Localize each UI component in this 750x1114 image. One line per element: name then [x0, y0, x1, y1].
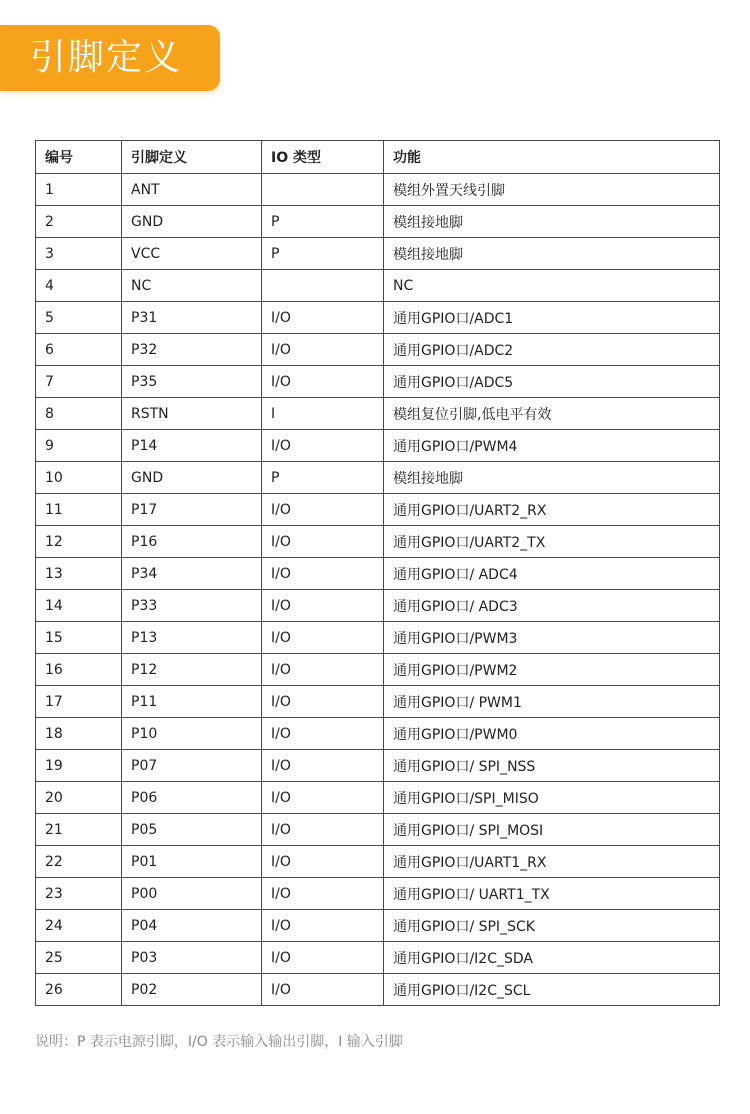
cell-number: 3 — [36, 238, 122, 270]
cell-pin-name: P32 — [122, 334, 262, 366]
cell-number: 10 — [36, 462, 122, 494]
cell-number: 12 — [36, 526, 122, 558]
cell-function: 通用GPIO口/ADC5 — [384, 366, 720, 398]
table-row — [36, 366, 720, 398]
cell-function: NC — [384, 270, 720, 302]
cell-pin-name: P13 — [122, 622, 262, 654]
table-row — [36, 302, 720, 334]
table-row — [36, 494, 720, 526]
table-row — [36, 238, 720, 270]
cell-number: 19 — [36, 750, 122, 782]
cell-io-type: I/O — [262, 910, 384, 942]
cell-pin-name: P04 — [122, 910, 262, 942]
footnote: 说明：P 表示电源引脚，I/O 表示输入输出引脚，I 输入引脚 — [35, 1034, 403, 1050]
table-row — [36, 654, 720, 686]
header-pin-name: 引脚定义 — [122, 141, 262, 174]
cell-function: 通用GPIO口/ SPI_NSS — [384, 750, 720, 782]
cell-function: 通用GPIO口/ADC1 — [384, 302, 720, 334]
table-row — [36, 846, 720, 878]
table-row — [36, 814, 720, 846]
cell-pin-name: GND — [122, 462, 262, 494]
cell-function: 通用GPIO口/UART2_RX — [384, 494, 720, 526]
cell-number: 14 — [36, 590, 122, 622]
table-row — [36, 430, 720, 462]
cell-number: 21 — [36, 814, 122, 846]
cell-io-type: I/O — [262, 942, 384, 974]
cell-io-type: I — [262, 398, 384, 430]
cell-pin-name: VCC — [122, 238, 262, 270]
cell-function: 通用GPIO口/SPI_MISO — [384, 782, 720, 814]
cell-pin-name: P31 — [122, 302, 262, 334]
cell-pin-name: P01 — [122, 846, 262, 878]
cell-pin-name: GND — [122, 206, 262, 238]
cell-number: 20 — [36, 782, 122, 814]
cell-pin-name: P35 — [122, 366, 262, 398]
cell-number: 6 — [36, 334, 122, 366]
cell-io-type: I/O — [262, 366, 384, 398]
cell-io-type: I/O — [262, 302, 384, 334]
cell-number: 15 — [36, 622, 122, 654]
table-row — [36, 462, 720, 494]
cell-io-type — [262, 174, 384, 206]
cell-io-type: I/O — [262, 686, 384, 718]
table-row — [36, 206, 720, 238]
cell-function: 通用GPIO口/ADC2 — [384, 334, 720, 366]
cell-function: 通用GPIO口/I2C_SCL — [384, 974, 720, 1006]
cell-pin-name: P12 — [122, 654, 262, 686]
cell-pin-name: RSTN — [122, 398, 262, 430]
cell-pin-name: P07 — [122, 750, 262, 782]
cell-function: 模组外置天线引脚 — [384, 174, 720, 206]
table-row — [36, 782, 720, 814]
cell-io-type: I/O — [262, 782, 384, 814]
table-header-row — [36, 141, 720, 174]
cell-io-type: I/O — [262, 878, 384, 910]
header-number: 编号 — [36, 141, 122, 174]
cell-pin-name: P10 — [122, 718, 262, 750]
cell-number: 7 — [36, 366, 122, 398]
cell-pin-name: ANT — [122, 174, 262, 206]
cell-pin-name: P16 — [122, 526, 262, 558]
table-row — [36, 590, 720, 622]
cell-number: 25 — [36, 942, 122, 974]
cell-number: 8 — [36, 398, 122, 430]
table-row — [36, 750, 720, 782]
cell-pin-name: P14 — [122, 430, 262, 462]
cell-number: 13 — [36, 558, 122, 590]
cell-pin-name: P02 — [122, 974, 262, 1006]
cell-function: 通用GPIO口/PWM0 — [384, 718, 720, 750]
cell-io-type: I/O — [262, 430, 384, 462]
cell-io-type — [262, 270, 384, 302]
cell-io-type: I/O — [262, 846, 384, 878]
cell-function: 模组接地脚 — [384, 462, 720, 494]
cell-io-type: I/O — [262, 814, 384, 846]
header-function: 功能 — [384, 141, 720, 174]
cell-io-type: I/O — [262, 974, 384, 1006]
pin-definition-table — [35, 140, 720, 1006]
cell-number: 16 — [36, 654, 122, 686]
table-row — [36, 526, 720, 558]
cell-number: 26 — [36, 974, 122, 1006]
cell-number: 1 — [36, 174, 122, 206]
table-row — [36, 878, 720, 910]
cell-function: 通用GPIO口/PWM3 — [384, 622, 720, 654]
table-row — [36, 174, 720, 206]
cell-function: 通用GPIO口/I2C_SDA — [384, 942, 720, 974]
cell-pin-name: P00 — [122, 878, 262, 910]
cell-io-type: I/O — [262, 654, 384, 686]
cell-number: 11 — [36, 494, 122, 526]
table-row — [36, 718, 720, 750]
cell-io-type: P — [262, 462, 384, 494]
header-io-type: IO 类型 — [262, 141, 384, 174]
table-row — [36, 974, 720, 1006]
cell-pin-name: P11 — [122, 686, 262, 718]
cell-io-type: I/O — [262, 590, 384, 622]
table-row — [36, 334, 720, 366]
cell-number: 23 — [36, 878, 122, 910]
cell-io-type: I/O — [262, 334, 384, 366]
cell-io-type: I/O — [262, 526, 384, 558]
cell-io-type: I/O — [262, 558, 384, 590]
table-row — [36, 910, 720, 942]
cell-function: 通用GPIO口/UART2_TX — [384, 526, 720, 558]
cell-pin-name: P34 — [122, 558, 262, 590]
cell-io-type: I/O — [262, 494, 384, 526]
cell-pin-name: P33 — [122, 590, 262, 622]
cell-function: 通用GPIO口/ ADC3 — [384, 590, 720, 622]
cell-pin-name: P17 — [122, 494, 262, 526]
cell-pin-name: P03 — [122, 942, 262, 974]
cell-function: 通用GPIO口/PWM2 — [384, 654, 720, 686]
cell-function: 模组接地脚 — [384, 238, 720, 270]
table-row — [36, 270, 720, 302]
cell-number: 9 — [36, 430, 122, 462]
table-row — [36, 622, 720, 654]
table-row — [36, 942, 720, 974]
cell-number: 4 — [36, 270, 122, 302]
cell-io-type: I/O — [262, 718, 384, 750]
cell-io-type: I/O — [262, 750, 384, 782]
cell-function: 通用GPIO口/ PWM1 — [384, 686, 720, 718]
table-row — [36, 398, 720, 430]
cell-function: 通用GPIO口/PWM4 — [384, 430, 720, 462]
cell-io-type: P — [262, 206, 384, 238]
cell-function: 模组复位引脚,低电平有效 — [384, 398, 720, 430]
table-body — [36, 174, 720, 1006]
cell-pin-name: P05 — [122, 814, 262, 846]
cell-number: 24 — [36, 910, 122, 942]
cell-function: 通用GPIO口/UART1_RX — [384, 846, 720, 878]
page-title: 引脚定义 — [0, 25, 220, 91]
cell-pin-name: NC — [122, 270, 262, 302]
cell-number: 22 — [36, 846, 122, 878]
cell-function: 通用GPIO口/ SPI_SCK — [384, 910, 720, 942]
cell-function: 模组接地脚 — [384, 206, 720, 238]
cell-number: 18 — [36, 718, 122, 750]
cell-number: 5 — [36, 302, 122, 334]
table-row — [36, 558, 720, 590]
cell-function: 通用GPIO口/ ADC4 — [384, 558, 720, 590]
cell-number: 17 — [36, 686, 122, 718]
cell-function: 通用GPIO口/ SPI_MOSI — [384, 814, 720, 846]
cell-io-type: I/O — [262, 622, 384, 654]
cell-function: 通用GPIO口/ UART1_TX — [384, 878, 720, 910]
table-row — [36, 686, 720, 718]
cell-pin-name: P06 — [122, 782, 262, 814]
cell-number: 2 — [36, 206, 122, 238]
cell-io-type: P — [262, 238, 384, 270]
